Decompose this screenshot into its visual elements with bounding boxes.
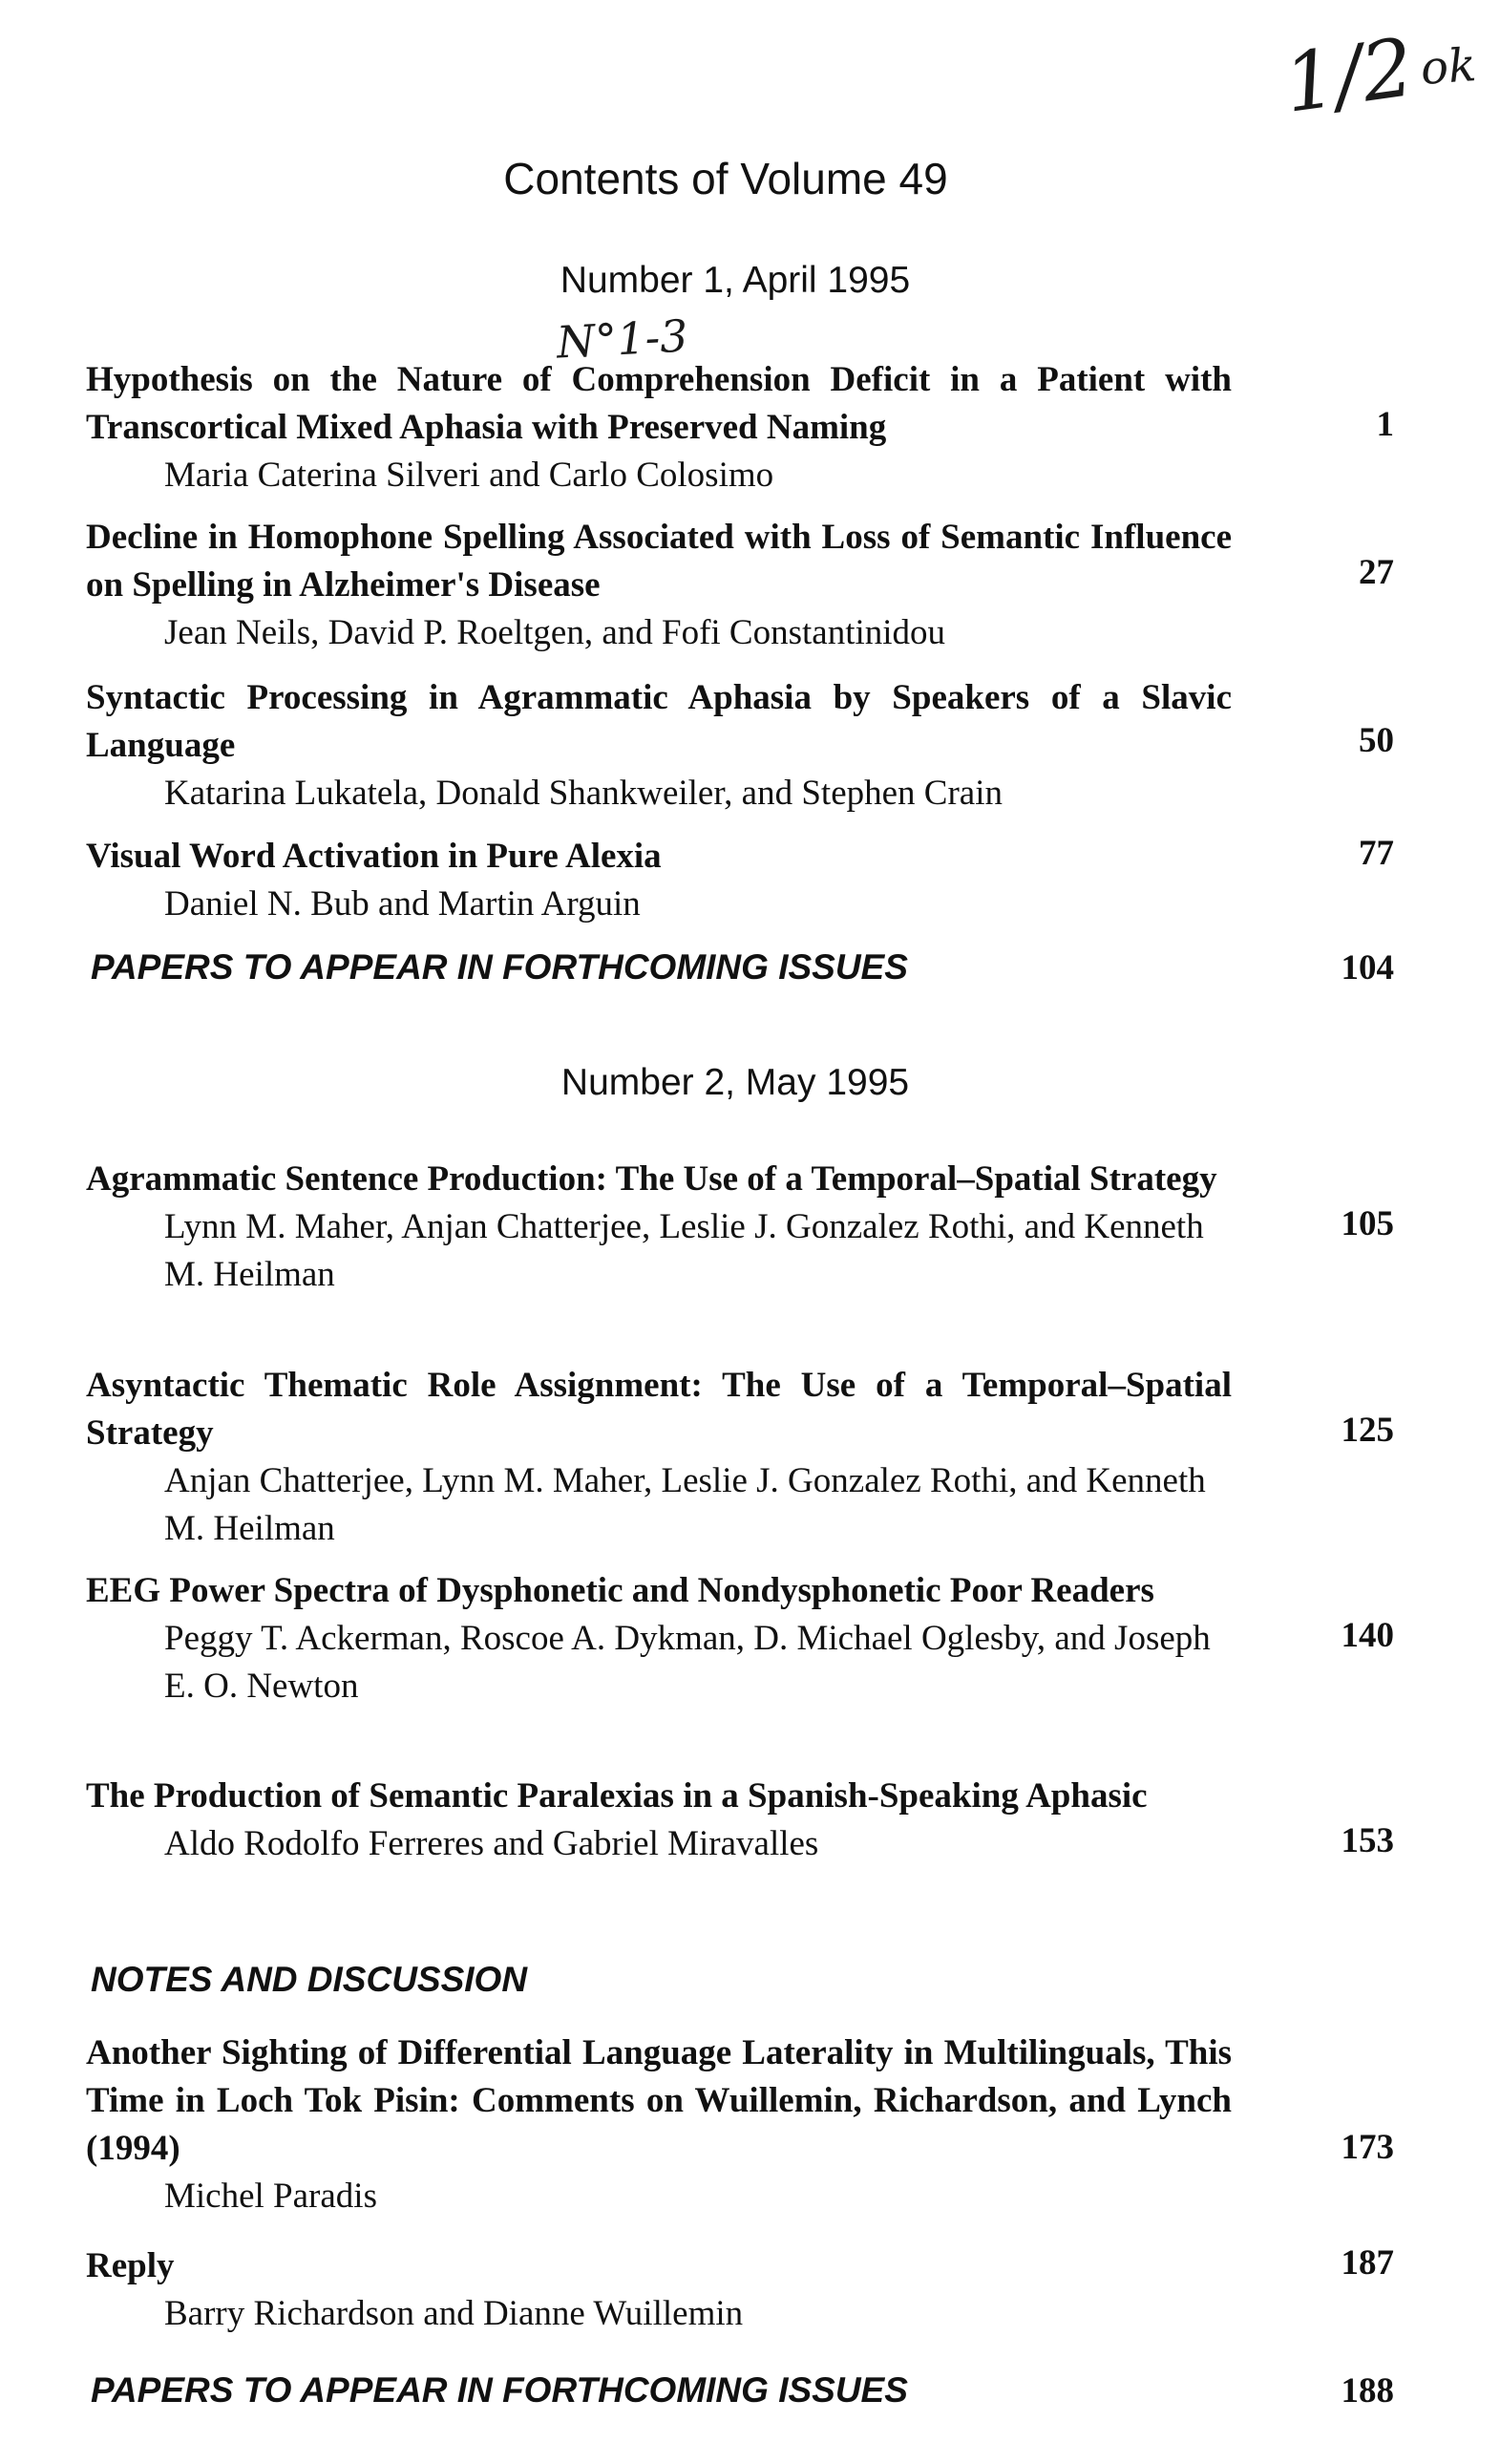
article-authors: Aldo Rodolfo Ferreres and Gabriel Miravalles bbox=[164, 1824, 819, 1863]
article-authors: Katarina Lukatela, Donald Shankweiler, and Stephen Crain bbox=[164, 774, 1004, 813]
forthcoming-issues-label: PAPERS TO APPEAR IN FORTHCOMING ISSUES bbox=[91, 947, 908, 987]
article-page-number: 105 bbox=[1341, 1204, 1394, 1243]
article-authors: Peggy T. Ackerman, Roscoe A. Dykman, D. Michael Oglesby, and Joseph E. O. Newton bbox=[164, 1619, 1211, 1706]
article-title: The Production of Semantic Paralexias in a Spanish-Speaking Aphasic bbox=[86, 1776, 1148, 1816]
article-page-number: 27 bbox=[1359, 553, 1394, 592]
article-authors: Anjan Chatterjee, Lynn M. Maher, Leslie J. Gonzalez Rothi, and Kenneth M. Heilman bbox=[164, 1461, 1206, 1548]
article-title: Decline in Homophone Spelling Associated with Loss of Semantic Influence on Spelling in Alzheimer's Disease bbox=[86, 518, 1232, 605]
toc-entry bbox=[86, 356, 1394, 499]
article-title: Syntactic Processing in Agrammatic Aphasia by Speakers of a Slavic Language bbox=[86, 678, 1232, 765]
notes-and-discussion-label: NOTES AND DISCUSSION bbox=[91, 1960, 528, 1999]
article-page-number: 153 bbox=[1341, 1821, 1394, 1860]
article-page-number: 1 bbox=[1376, 405, 1394, 444]
toc-entry bbox=[86, 1362, 1394, 1553]
article-title: Reply bbox=[86, 2246, 175, 2285]
issue1-heading: Number 1, April 1995 bbox=[560, 260, 911, 301]
toc-entry bbox=[86, 833, 1394, 928]
toc-entry bbox=[86, 1567, 1394, 1710]
article-title: Hypothesis on the Nature of Comprehension Deficit in a Patient with Transcortical Mixed Aphasia with Preserved Naming bbox=[86, 360, 1232, 447]
article-title: EEG Power Spectra of Dysphonetic and Nondysphonetic Poor Readers bbox=[86, 1571, 1154, 1610]
toc-entry bbox=[86, 1156, 1394, 1299]
article-title: Asyntactic Thematic Role Assignment: The Use of a Temporal–Spatial Strategy bbox=[86, 1366, 1232, 1453]
forthcoming-issues-label: PAPERS TO APPEAR IN FORTHCOMING ISSUES bbox=[91, 2370, 908, 2410]
article-authors: Barry Richardson and Dianne Wuillemin bbox=[164, 2294, 744, 2333]
article-authors: Jean Neils, David P. Roeltgen, and Fofi Constantinidou bbox=[164, 613, 946, 652]
article-title: Agrammatic Sentence Production: The Use of a Temporal–Spatial Strategy bbox=[86, 1159, 1217, 1199]
issue2-heading: Number 2, May 1995 bbox=[560, 1062, 910, 1103]
toc-entry bbox=[86, 2029, 1394, 2220]
handwritten-number-note: N°1-3 bbox=[555, 309, 689, 369]
article-page-number: 50 bbox=[1359, 721, 1394, 760]
article-page-number: 173 bbox=[1341, 2128, 1394, 2167]
volume-title: Contents of Volume 49 bbox=[503, 154, 948, 203]
toc-entry bbox=[86, 1773, 1394, 1868]
forthcoming-issues-page: 188 bbox=[1341, 2371, 1394, 2411]
article-page-number: 140 bbox=[1341, 1616, 1394, 1655]
article-title: Another Sighting of Differential Language Laterality in Multilinguals, This Time in Loch Tok Pisin: Comments on Wuillemin, Richardson, and Lynch (1994) bbox=[86, 2033, 1232, 2168]
article-page-number: 77 bbox=[1359, 834, 1394, 873]
article-page-number: 125 bbox=[1341, 1411, 1394, 1450]
handwritten-ok-note: ok bbox=[1419, 38, 1478, 96]
toc-entry bbox=[86, 514, 1394, 657]
article-page-number: 187 bbox=[1341, 2243, 1394, 2283]
toc-entry bbox=[86, 2242, 1394, 2338]
article-title: Visual Word Activation in Pure Alexia bbox=[86, 837, 662, 876]
article-authors: Daniel N. Bub and Martin Arguin bbox=[164, 884, 641, 924]
toc-entry bbox=[86, 674, 1394, 818]
handwritten-fraction-note: 1/2 bbox=[1278, 20, 1420, 131]
article-authors: Maria Caterina Silveri and Carlo Colosimo bbox=[164, 456, 774, 495]
article-authors: Lynn M. Maher, Anjan Chatterjee, Leslie J. Gonzalez Rothi, and Kenneth M. Heilman bbox=[164, 1207, 1204, 1294]
forthcoming-issues-page: 104 bbox=[1341, 948, 1394, 988]
article-authors: Michel Paradis bbox=[164, 2177, 377, 2216]
